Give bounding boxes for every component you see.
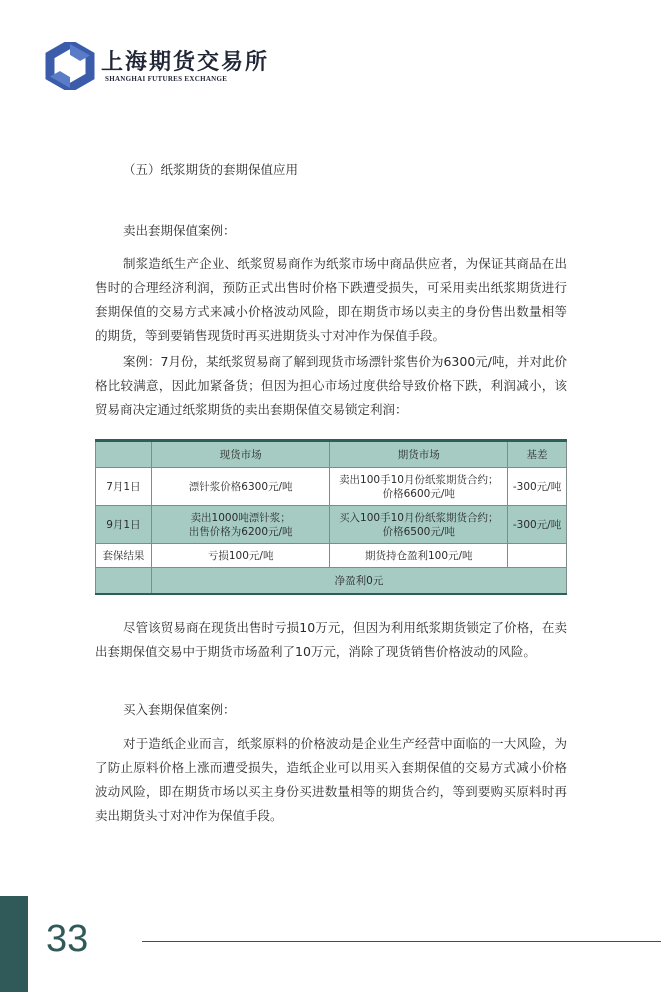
table-header-cell: 基差 (508, 441, 567, 468)
table-cell: 买入100手10月份纸浆期货合约； 价格6500元/吨 (330, 506, 508, 544)
net-profit-cell: 净盈利0元 (151, 568, 566, 595)
table-header-cell: 现货市场 (151, 441, 330, 468)
sell-case-conclusion (95, 616, 567, 664)
table-cell: 亏损100元/吨 (151, 544, 330, 568)
table-cell: 漂针浆价格6300元/吨 (151, 468, 330, 506)
table-cell: 期货持仓盈利100元/吨 (330, 544, 508, 568)
logo-chinese-name: 上海期货交易所 (101, 49, 270, 75)
page-number: 33 (46, 918, 89, 960)
buy-case-paragraph-1: 对于造纸企业而言，纸浆原料的价格波动是企业生产经营中面临的一大风险，为了防止原料价格上涨而遭受损失，造纸企业可以用买入套期保值的交易方式减小价格波动风险，即在期货市场以买主身份买进数量相等的期货合约，等到要购买原料时再卖出期货头寸对冲作为保值手段。 (95, 736, 567, 823)
table-cell (96, 568, 152, 595)
sell-case-paragraph-2: 案例：7月份，某纸浆贸易商了解到现货市场漂针浆售价为6300元/吨，并对此价格比较满意，因此加紧备货；但因为担心市场过度供给导致价格下跌，利润减小，该贸易商决定通过纸浆期货的卖出套期保值交易锁定利润： (95, 354, 567, 417)
sell-case-paragraph-1: 制浆造纸生产企业、纸浆贸易商作为纸浆市场中商品供应者，为保证其商品在出售时的合理经济利润，预防正式出售时价格下跌遭受损失，可采用卖出纸浆期货进行套期保值的交易方式来减小价格波动风险，即在期货市场以卖主的身份售出数量相等的期货，等到要销售现货时再买进期货头寸对冲作为保值手段。 (95, 256, 567, 343)
footer-side-bar (0, 896, 28, 992)
table-cell: 卖出100手10月份纸浆期货合约； 价格6600元/吨 (330, 468, 508, 506)
table-cell (508, 544, 567, 568)
buy-case-body (95, 732, 567, 828)
sell-case-body (95, 252, 567, 422)
table-header-cell: 期货市场 (330, 441, 508, 468)
table-cell: 套保结果 (96, 544, 152, 568)
table-header-row (96, 441, 567, 468)
table-cell: 卖出1000吨漂针浆； 出售价格为6200元/吨 (151, 506, 330, 544)
section-heading: （五）纸浆期货的套期保值应用 (123, 162, 299, 177)
sell-hedge-table (95, 439, 567, 595)
table-net-row (96, 568, 567, 595)
footer-divider (142, 941, 661, 942)
buy-case-heading: 买入套期保值案例： (123, 702, 236, 717)
table-cell: -300元/吨 (508, 506, 567, 544)
sell-case-paragraph-3: 尽管该贸易商在现货出售时亏损10万元，但因为利用纸浆期货锁定了价格，在卖出套期保值交易中于期货市场盈利了10万元，消除了现货销售价格波动的风险。 (95, 620, 567, 659)
sell-case-heading: 卖出套期保值案例： (123, 223, 236, 238)
table-row (96, 544, 567, 568)
table-cell: 9月1日 (96, 506, 152, 544)
exchange-logo (44, 42, 270, 92)
table-header-cell (96, 441, 152, 468)
table-row (96, 468, 567, 506)
hexagon-logo-icon (44, 42, 96, 90)
table-cell: 7月1日 (96, 468, 152, 506)
table-cell: -300元/吨 (508, 468, 567, 506)
logo-english-name: SHANGHAI FUTURES EXCHANGE (105, 75, 228, 83)
table-row (96, 506, 567, 544)
